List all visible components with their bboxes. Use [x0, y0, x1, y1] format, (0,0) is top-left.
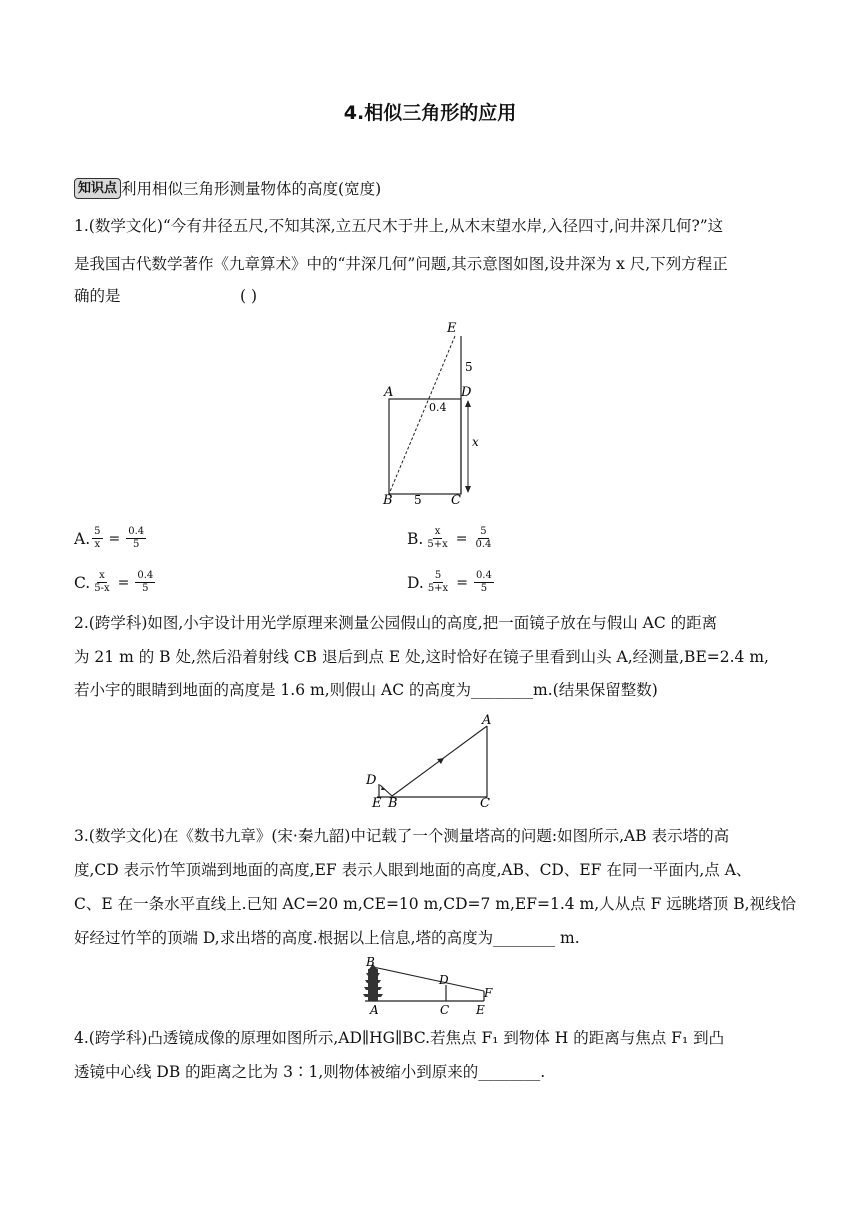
numerator: 5 — [480, 526, 487, 537]
fraction — [92, 526, 102, 551]
label-D: D — [439, 973, 449, 987]
denominator: 0.4 — [475, 539, 492, 550]
option-label: D. — [407, 573, 424, 592]
label-D: D — [366, 773, 377, 788]
denominator: 5+x — [427, 539, 448, 550]
q1-line-3: 确的是 — [74, 287, 121, 305]
q1-option-a — [74, 526, 148, 551]
denominator: x — [94, 539, 101, 550]
q3-tower-figure — [360, 955, 500, 1017]
fraction — [126, 526, 146, 551]
label-E: E — [476, 1003, 485, 1017]
denominator: 5-x — [94, 583, 110, 594]
numerator: 5 — [94, 526, 101, 537]
page-title: 4.相似三角形的应用 — [343, 102, 517, 124]
q3-line-3: C、E 在一条水平直线上.已知 AC=20 m,CE=10 m,CD=7 m,EF=1.4 m,人从点 F 远眺塔顶 B,视线恰 — [74, 895, 797, 913]
section-text: 利用相似三角形测量物体的高度(宽度) — [121, 180, 382, 198]
pagoda-icon — [363, 964, 383, 1001]
sight-line — [389, 336, 455, 494]
light-ray-bd — [380, 785, 392, 796]
knowledge-point-badge: 知识点 — [74, 178, 121, 199]
denominator: 5 — [480, 583, 488, 594]
sight-line — [373, 967, 484, 991]
numerator: 0.4 — [128, 526, 145, 537]
arrow-icon — [437, 758, 444, 764]
arrow-up-icon — [465, 400, 471, 407]
label-B: B — [383, 493, 393, 508]
fraction — [473, 526, 493, 551]
numerator: 0.4 — [137, 570, 154, 581]
label-five-bottom: 5 — [414, 493, 422, 507]
well-rectangle — [389, 399, 461, 494]
equals-sign: = — [455, 530, 468, 547]
label-A: A — [384, 385, 394, 400]
label-B: B — [366, 955, 375, 969]
q2-mirror-figure — [362, 710, 502, 810]
label-0.4: 0.4 — [429, 401, 447, 414]
label-C: C — [451, 493, 461, 508]
denominator: 5 — [142, 583, 149, 594]
option-label: A. — [74, 529, 91, 548]
label-C: C — [440, 1003, 450, 1017]
q1-line-1: 1.(数学文化)“今有井径五尺,不知其深,立五尺木于井上,从木末望水岸,入径四寸,问井深几何?”这 — [74, 217, 724, 235]
q4-line-2: 透镜中心线 DB 的距离之比为 3∶1,则物体被缩小到原来的________. — [74, 1063, 546, 1081]
q4-line-1: 4.(跨学科)凸透镜成像的原理如图所示,AD∥HG∥BC.若焦点 F₁ 到物体 H 的距离与焦点 F₁ 到凸 — [74, 1029, 725, 1047]
q3-line-4: 好经过竹竿的顶端 D,求出塔的高度.根据以上信息,塔的高度为________ m. — [74, 929, 580, 947]
numerator: x — [434, 526, 441, 537]
q1-option-b — [407, 526, 495, 551]
label-D: D — [461, 385, 472, 400]
label-C: C — [480, 796, 490, 810]
label-E: E — [447, 321, 457, 336]
q1-line-2: 是我国古代数学著作《九章算术》中的“井深几何”问题,其示意图如图,设井深为 x 尺,下列方程正 — [74, 255, 728, 273]
arrow-down-icon — [465, 486, 471, 493]
q1-option-d — [407, 570, 496, 595]
q1-answer-paren: ( ) — [240, 287, 258, 305]
q2-line-2: 为 21 m 的 B 处,然后沿着射线 CB 退后到点 E 处,这时恰好在镜子里看到山头 A,经测量,BE=2.4 m, — [74, 648, 769, 666]
label-x: x — [472, 435, 479, 449]
label-five-top: 5 — [465, 360, 473, 374]
equals-sign: = — [108, 530, 121, 547]
fraction — [474, 570, 494, 595]
denominator: 5 — [133, 539, 140, 550]
label-A: A — [482, 713, 492, 728]
fraction — [425, 526, 449, 551]
equals-sign: = — [456, 574, 468, 591]
label-B: B — [388, 796, 398, 810]
option-label: B. — [407, 529, 424, 548]
q2-line-1: 2.(跨学科)如图,小宇设计用光学原理来测量公园假山的高度,把一面镜子放在与假山 AC 的距离 — [74, 614, 718, 632]
numerator: 0.4 — [475, 570, 492, 581]
fraction — [92, 570, 111, 595]
q3-line-2: 度,CD 表示竹竿顶端到地面的高度,EF 表示人眼到地面的高度,AB、CD、EF 在同一平面内,点 A、 — [74, 861, 752, 879]
label-F: F — [484, 986, 493, 1000]
q1-option-c — [74, 570, 157, 595]
equals-sign: = — [117, 574, 130, 591]
q2-line-3: 若小宇的眼睛到地面的高度是 1.6 m,则假山 AC 的高度为________m.(结果保留整数) — [74, 681, 658, 699]
numerator: 5 — [434, 570, 442, 581]
q1-well-figure — [370, 318, 490, 508]
numerator: x — [99, 570, 105, 581]
option-label: C. — [74, 573, 91, 592]
label-E: E — [372, 796, 382, 810]
q3-line-1: 3.(数学文化)在《数书九章》(宋·秦九韶)中记载了一个测量塔高的问题:如图所示,AB 表示塔的高 — [74, 827, 730, 845]
fraction — [135, 570, 155, 595]
section-heading — [74, 177, 381, 199]
label-A: A — [370, 1003, 379, 1017]
denominator: 5+x — [427, 583, 449, 594]
fraction — [426, 570, 450, 595]
